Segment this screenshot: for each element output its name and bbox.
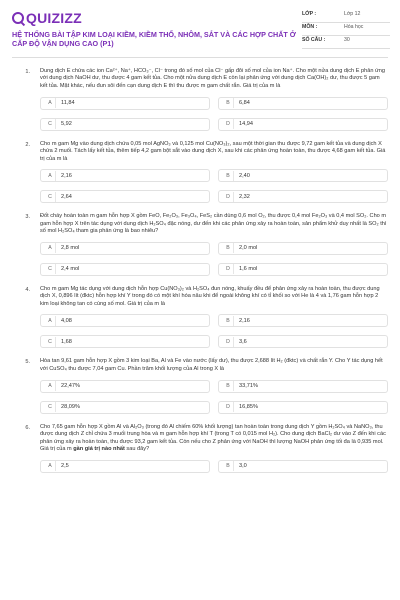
question-text: Hòa tan 9,61 gam hỗn hợp X gồm 3 kim loại Ba, Al và Fe vào nước (lấy dư), thu được 2,688 lít H₂ (đktc) và chất rắn Y. Cho Y tác dụng hết với CuSO₄ thu được 7,04 gam Cu. Phần trăm khối lượng của Al trong X là — [40, 358, 383, 373]
question-2 — [12, 141, 388, 204]
option-value: 2,0 mol — [239, 245, 258, 252]
option-letter: A — [45, 461, 56, 471]
option-value: 2,64 — [61, 193, 72, 200]
question-text-emphasis: gần giá trị nào nhất — [73, 446, 125, 453]
answer-option-a[interactable] — [40, 460, 210, 473]
option-letter: C — [45, 264, 56, 274]
answer-option-d[interactable] — [218, 118, 388, 131]
question-text: Cho m gam Mg tác dụng với dung dịch hỗn hợp Cu(NO₃)₂ và H₂SO₄ đun nóng, khuấy đều để phản ứng xảy ra hoàn toàn, thu được dung dịch X, 0,896 lít (đktc) hỗn hợp khí Y trong đó có một khí hóa nâu khi để ngoài không khí có tỉ khối so với He là 4 và 1,76 gam hỗn hợp 2 kim loại không tan có cùng số mol. Giá trị của m là — [40, 285, 380, 307]
question-5 — [12, 358, 388, 413]
option-value: 1,6 mol — [239, 266, 258, 273]
option-letter: A — [45, 243, 56, 253]
question-3 — [12, 213, 388, 276]
option-letter: D — [223, 264, 234, 274]
meta-value-grade: Lớp 12 — [344, 10, 390, 23]
answer-option-a[interactable] — [40, 380, 210, 393]
answer-option-a[interactable] — [40, 97, 210, 110]
answer-option-d[interactable] — [218, 401, 388, 414]
question-number: 2. — [25, 141, 30, 148]
answer-option-b[interactable] — [218, 169, 388, 182]
question-number: 3. — [25, 214, 30, 221]
brand-block — [12, 10, 302, 49]
question-number: 1. — [25, 68, 30, 75]
option-letter: B — [223, 171, 234, 181]
answer-option-b[interactable] — [218, 380, 388, 393]
option-letter: D — [223, 119, 234, 129]
option-value: 2,40 — [239, 172, 250, 179]
answer-option-d[interactable] — [218, 263, 388, 276]
option-value: 2,16 — [239, 317, 250, 324]
answer-options — [40, 460, 388, 473]
option-letter: B — [223, 316, 234, 326]
question-text: Dung dịch E chứa các ion Ca²⁺, Na⁺, HCO₃⁻, Cl⁻ trong đó số mol của Cl⁻ gấp đôi số mol của ion Na⁺. Cho một nửa dung dịch E phản ứng với dung dịch NaOH dư, thu được 4 gam kết tủa. Cho một nửa dung dịch E còn lại phản ứng với dung dịch Ca(OH)₂ dư, thu được 5 gam kết tủa. Mặt khác, nếu đun sôi đến cạn dung dịch E thì thu được m gam chất rắn. Giá trị của m là — [40, 67, 385, 89]
option-value: 16,85% — [239, 404, 258, 411]
question-text: Cho m gam Mg vào dung dịch chứa 0,05 mol AgNO₃ và 0,125 mol Cu(NO₃)₂, sau một thời gian thu được 9,72 gam kết tủa và dung dịch X chứa 2 muối. Tách lấy kết tủa, thêm tiếp 4,2 gam bột sắt vào dung dịch X, sau khi các phản ứng hoàn toàn, thu được 4,68 gam kết tủa. Giá trị của m là — [40, 140, 386, 162]
question-4 — [12, 286, 388, 349]
option-value: 4,08 — [61, 317, 72, 324]
option-letter: C — [45, 337, 56, 347]
question-number: 4. — [25, 286, 30, 293]
option-value: 2,32 — [239, 193, 250, 200]
option-letter: D — [223, 337, 234, 347]
question-1 — [12, 68, 388, 131]
answer-option-a[interactable] — [40, 314, 210, 327]
option-value: 33,71% — [239, 383, 258, 390]
meta-table — [302, 10, 390, 49]
answer-option-d[interactable] — [218, 335, 388, 348]
option-letter: D — [223, 402, 234, 412]
option-letter: B — [223, 98, 234, 108]
meta-value-count: 30 — [344, 36, 390, 49]
option-letter: B — [223, 381, 234, 391]
answer-option-a[interactable] — [40, 242, 210, 255]
option-value: 3,6 — [239, 338, 247, 345]
answer-options — [40, 169, 388, 203]
answer-option-c[interactable] — [40, 335, 210, 348]
option-value: 22,47% — [61, 383, 80, 390]
option-value: 14,94 — [239, 121, 253, 128]
answer-options — [40, 314, 388, 348]
option-letter: C — [45, 119, 56, 129]
option-letter: D — [223, 192, 234, 202]
question-text-part: sau đây? — [124, 446, 150, 453]
option-value: 11,84 — [61, 100, 75, 107]
answer-option-c[interactable] — [40, 118, 210, 131]
question-text — [40, 424, 388, 454]
answer-option-b[interactable] — [218, 460, 388, 473]
option-value: 2,8 mol — [61, 245, 80, 252]
question-6 — [12, 424, 388, 473]
answer-options — [40, 380, 388, 414]
answer-options — [40, 97, 388, 131]
meta-label-count: SỐ CÂU : — [302, 36, 344, 49]
option-value: 2,5 — [61, 463, 69, 470]
answer-option-b[interactable] — [218, 97, 388, 110]
option-letter: A — [45, 171, 56, 181]
answer-option-b[interactable] — [218, 314, 388, 327]
question-text: Đốt cháy hoàn toàn m gam hỗn hợp X gồm FeO, Fe₂O₃, Fe₃O₄, FeS₂ cần dùng 0,6 mol O₂, thu được 0,4 mol Fe₂O₃ và 0,4 mol SO₂. Cho m gam hỗn hợp X trên tác dụng với dung dịch H₂SO₄ đặc nóng, dư đến khi các phản ứng xảy ra hoàn toàn, sản phẩm khử duy nhất là SO₂ thì số mol H₂SO₄ tham gia phản ứng là bao nhiêu? — [40, 213, 387, 235]
brand-name: QUIZIZZ — [26, 10, 82, 26]
option-letter: B — [223, 461, 234, 471]
option-letter: C — [45, 192, 56, 202]
header-divider — [12, 57, 388, 58]
option-letter: A — [45, 316, 56, 326]
page-title: HỆ THỐNG BÀI TẬP KIM LOẠI KIỀM, KIỀM THỔ, NHÔM, SẮT VÀ CÁC HỢP CHẤT Ở CẤP ĐỘ VẬN DỤNG CAO (P1) — [12, 30, 296, 49]
answer-option-d[interactable] — [218, 190, 388, 203]
question-number: 6. — [25, 424, 30, 431]
logo-q-icon — [12, 12, 24, 24]
answer-option-c[interactable] — [40, 263, 210, 276]
answer-options — [40, 242, 388, 276]
question-number: 5. — [25, 359, 30, 366]
option-value: 2,4 mol — [61, 266, 80, 273]
meta-label-subject: MÔN : — [302, 23, 344, 36]
quizizz-logo — [12, 10, 302, 26]
option-letter: B — [223, 243, 234, 253]
answer-option-c[interactable] — [40, 190, 210, 203]
option-letter: A — [45, 98, 56, 108]
option-value: 2,16 — [61, 172, 72, 179]
header — [12, 10, 388, 49]
meta-label-grade: LỚP : — [302, 10, 344, 23]
answer-option-b[interactable] — [218, 242, 388, 255]
answer-option-a[interactable] — [40, 169, 210, 182]
option-value: 5,92 — [61, 121, 72, 128]
option-value: 28,09% — [61, 404, 80, 411]
option-value: 3,0 — [239, 463, 247, 470]
question-text-part: Cho 7,65 gam hỗn hợp X gồm Al và Al₂O₃ (trong đó Al chiếm 60% khối lượng) tan hoàn toàn trong dung dịch Y gồm H₂SO₄ và NaNO₃, thu được dung dịch Z chỉ chứa 3 muối trung hòa và m gam hỗn hợp khí T (trong T có 0,015 mol H₂). Cho dung dịch BaCl₂ dư vào Z đến khi các phản ứng xảy ra hoàn toàn, thu được 93,2 gam kết tủa. Còn nếu cho Z phản ứng với NaOH thì lượng NaOH phản ứng tối đa là 0,935 mol. Giá trị của m — [40, 423, 386, 453]
option-value: 1,68 — [61, 338, 72, 345]
meta-value-subject: Hóa học — [344, 23, 390, 36]
option-value: 6,84 — [239, 100, 250, 107]
answer-option-c[interactable] — [40, 401, 210, 414]
option-letter: C — [45, 402, 56, 412]
option-letter: A — [45, 381, 56, 391]
